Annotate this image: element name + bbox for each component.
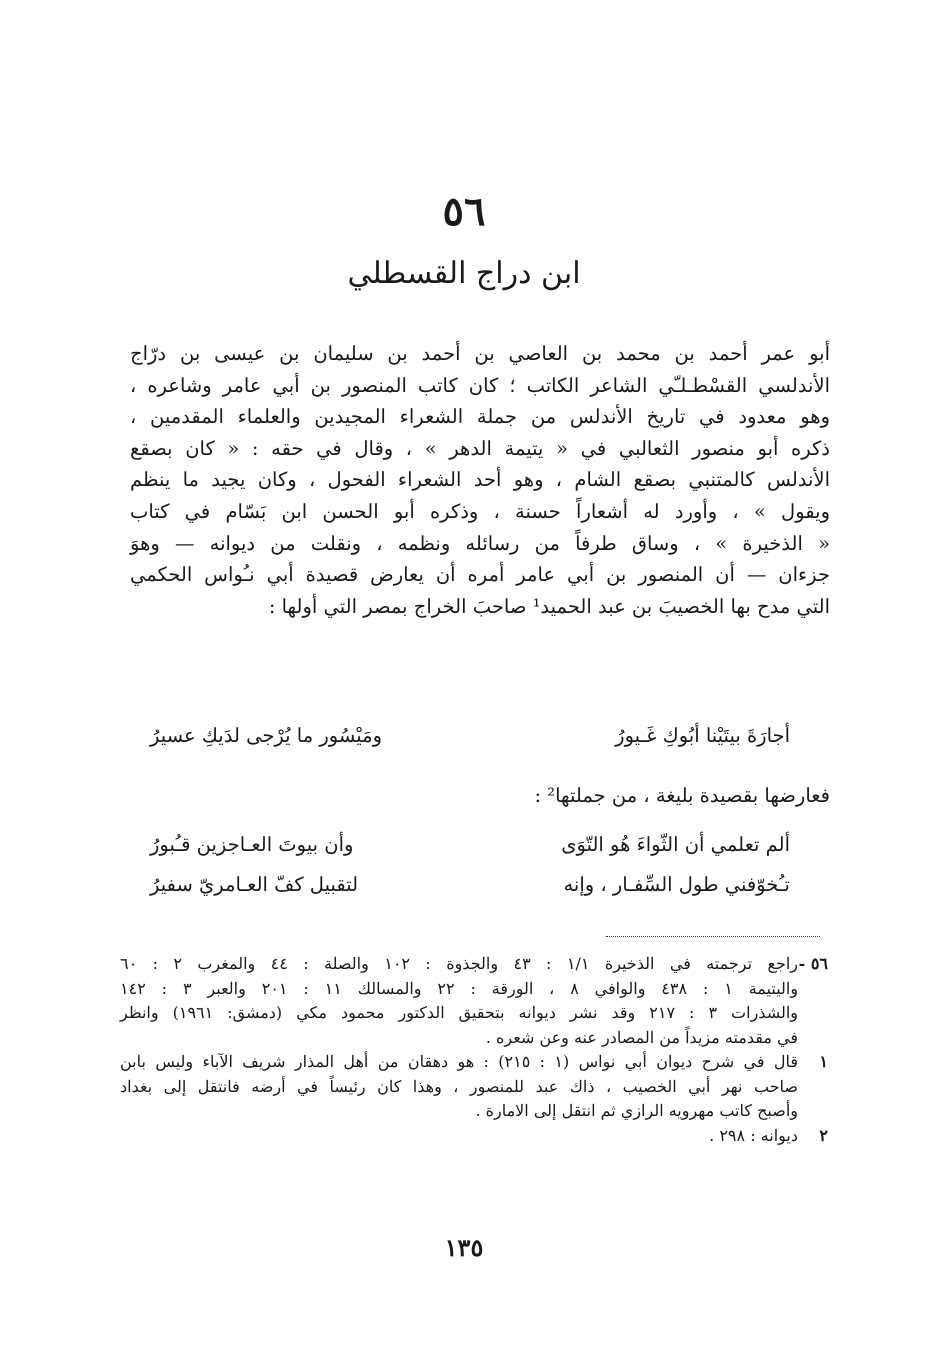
footnote-line: ديوانه : ٢٩٨ . [709, 1125, 798, 1145]
footnote-separator [606, 936, 820, 937]
verse-first-hemistich: ألم تعلمي أن الثّواءَ هُو التّوَى [561, 833, 790, 856]
footnotes [120, 952, 828, 1148]
verse-second-hemistich: وأن بيوتَ العـاجزين قـُبورُ [150, 833, 354, 856]
paragraph-line: جزءان — أن المنصور بن أبي عامر أمره أن يعارض قصيدة أبي نـُواس الحكمي [130, 563, 830, 587]
paragraph-line: ذكره أبو منصور الثعالبي في « يتيمة الدهر » ، وقال في حقه : « كان بصقع [130, 436, 830, 460]
footnote-line: واليتيمة ١ : ٤٣٨ والوافي ٨ ، الورقة : ٢٢ والمسالك ١١ : ٢٠١ والعبر ٣ : ١٤٢ [120, 978, 799, 998]
footnote-line: قال في شرح ديوان أبي نواس (١ : ٢١٥) : هو دهقان من أهل المذار شريف الآباء وليس بابن [120, 1052, 799, 1071]
footnote-marker: ٢ [819, 1125, 828, 1145]
verse-second-hemistich: لتقبيل كفّ العـامريّ سفيرُ [150, 873, 359, 896]
paragraph-line: وهو معدود في تاريخ الأندلس من جملة الشعراء المجيدين والعلماء المقدمين ، [130, 405, 830, 429]
chapter-title: ابن دراج القسطلي [347, 256, 581, 291]
verse-first-hemistich: أجارَةَ بيتَيْنا أبُوكِ غَـيورُ [615, 724, 790, 747]
footnote-item [120, 1050, 828, 1124]
poem-verse [150, 724, 790, 758]
paragraph-line: أبو عمر أحمد بن محمد بن العاصي بن أحمد بن سليمان بن عيسى بن درّاج [130, 342, 830, 365]
footnote-line: صاحب نهر أبي الخصيب ، ذاك عبد للمنصور ، وهذا كان رئيساً في أرضه فانتقل إلى بغداد [120, 1076, 798, 1096]
poem-verse [150, 833, 790, 867]
footnote-marker: ٥٦ - [798, 954, 828, 973]
footnote-item [120, 952, 828, 1050]
verse-first-hemistich: تـُخوّفني طول السِّفـار ، وإنه [563, 873, 790, 896]
footnote-line: راجع ترجمته في الذخيرة ١/١ : ٤٣ والجذوة : ١٠٢ والصلة : ٤٤ والمغرب ٢ : ٦٠ [120, 954, 799, 973]
footnote-marker: ١ [819, 1052, 828, 1071]
paragraph-line: « الذخيرة » ، وساق طرفاً من رسائله ونظمه ، ونقلت من ديوانه — وهوَ [130, 531, 830, 555]
verse-second-hemistich: ومَيْسُور ما يُرْجى لدَيكِ عسيرُ [150, 724, 383, 747]
paragraph-line: التي مدح بها الخصيبَ بن عبد الحميد¹ صاحبَ الخراج بمصر التي أولها : [268, 594, 830, 618]
footnote-line: في مقدمته مزيداً من المصادر عنه وعن شعره . [485, 1027, 798, 1047]
footnote-line: والشذرات ٣ : ٢١٧ وقد نشر ديوانه بتحقيق الدكتور محمود مكي (دمشق: ١٩٦١) وانظر [120, 1003, 799, 1022]
paragraph-line: الأندلسي القسْطـلـّي الشاعر الكاتب ؛ كان كاتب المنصور بن أبي عامر وشاعره ، [130, 373, 830, 397]
chapter-number: ٥٦ [442, 188, 486, 235]
footnote-item [120, 1124, 828, 1149]
transition-line: فعارضها بقصيدة بليغة ، من جملتها² : [534, 784, 830, 807]
biography-paragraph [130, 338, 830, 622]
paragraph-line: الأندلس كالمتنبي بصقع الشام ، وهو أحد الشعراء الفحول ، وكان يجيد ما ينظم [130, 468, 830, 492]
page-number: ١٣٥ [444, 1233, 484, 1262]
footnote-line: وأصبح كاتب مهرويه الرازي ثم انتقل إلى الامارة . [475, 1101, 798, 1120]
poem-verse [150, 873, 790, 907]
paragraph-line: ويقول » ، وأورد له أشعاراً حسنة ، وذكره أبو الحسن ابن بَسّام في كتاب [130, 499, 830, 523]
